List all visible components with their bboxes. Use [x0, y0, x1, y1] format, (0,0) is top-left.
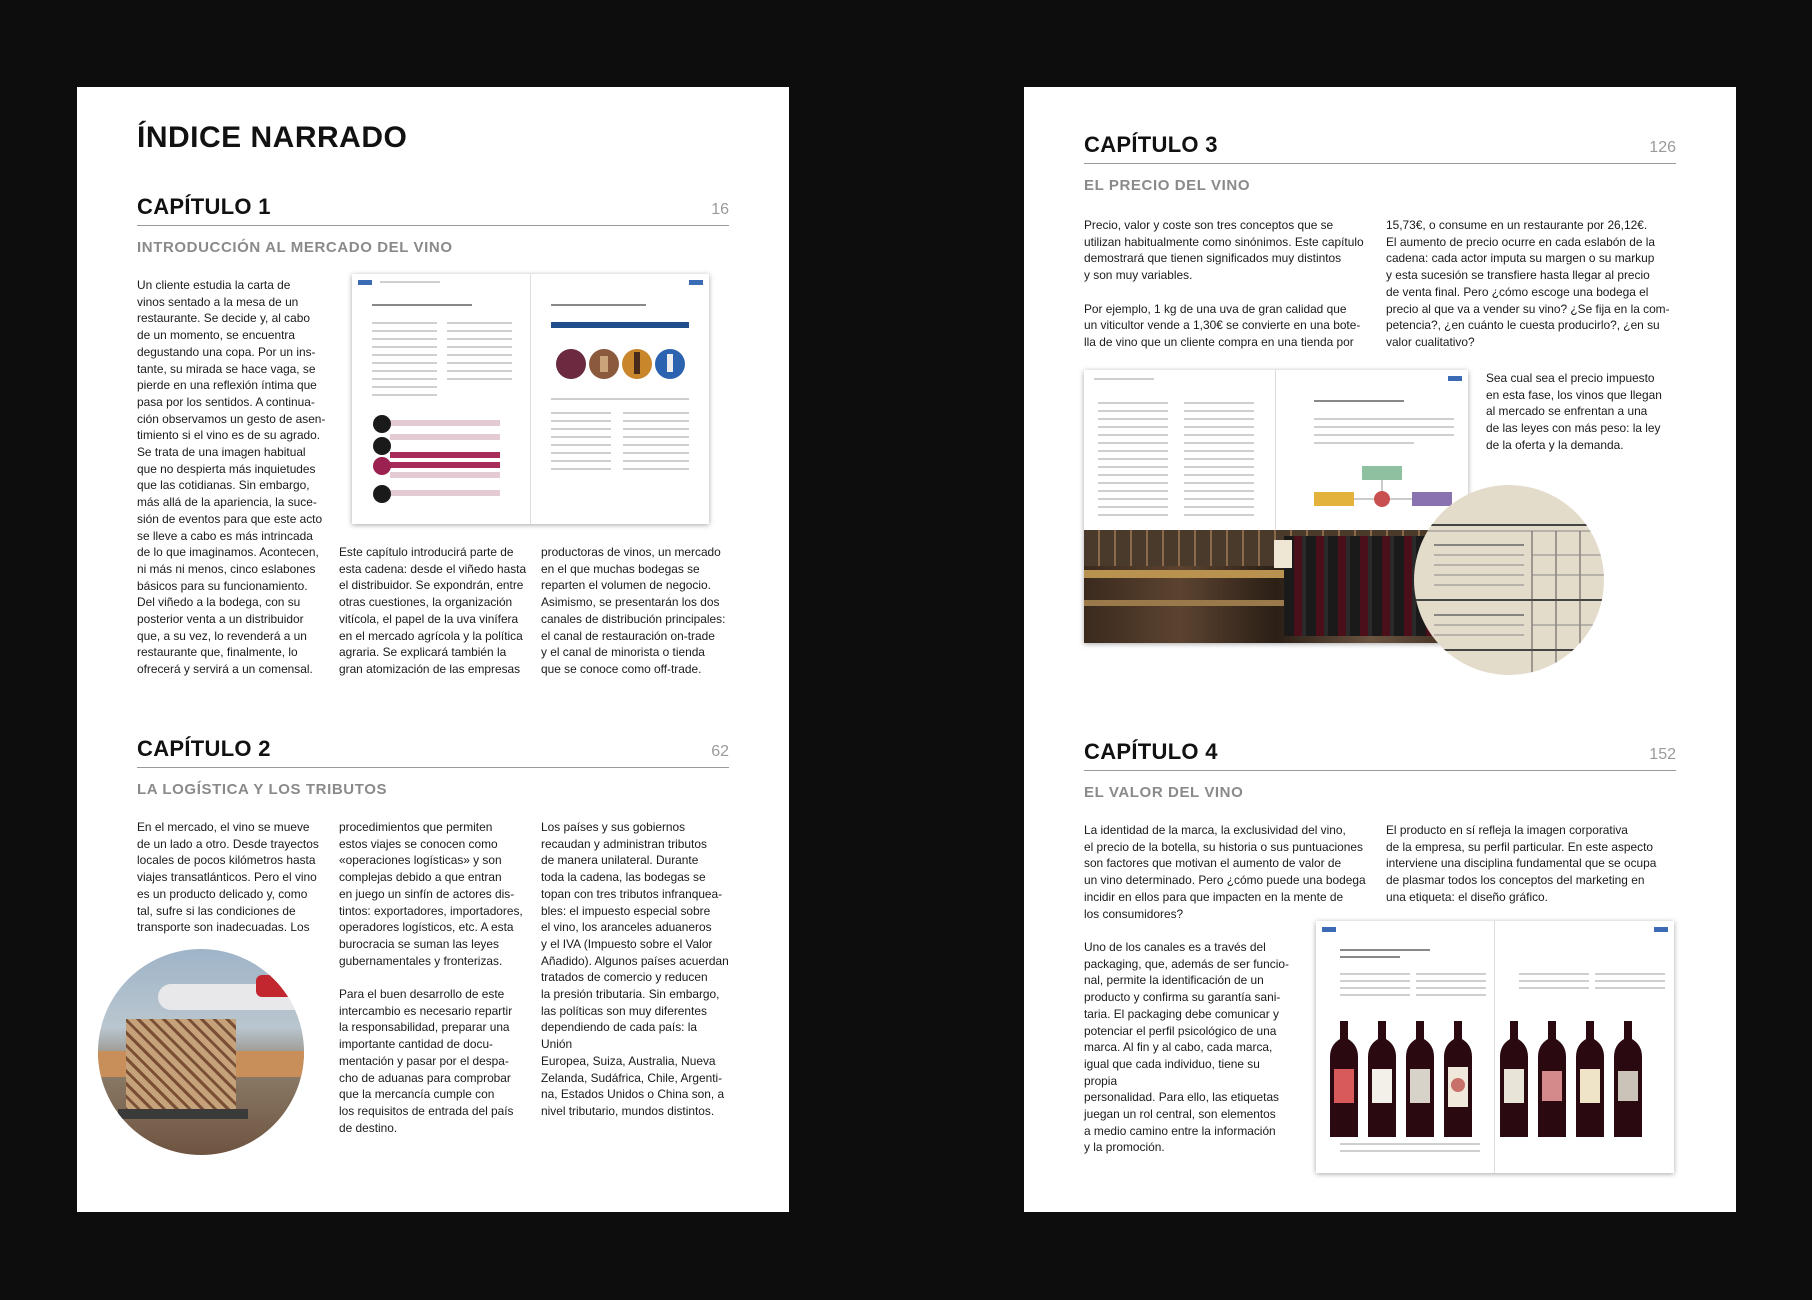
chapter-3-text-col3: Sea cual sea el precio impuesto en esta fase, los vinos que llegan al mercado se enfrentan a una de las leyes con más peso: la ley de la oferta y la demanda. [1486, 371, 1662, 452]
thumb-wine-icons [551, 334, 691, 394]
chapter-4-header [1084, 730, 1676, 771]
thumb-price-flow-diagram [1312, 462, 1462, 522]
chapter-3-spread-thumbnail [1084, 370, 1468, 643]
chapter-1-subtitle: INTRODUCCIÓN AL MERCADO DEL VINO [137, 239, 453, 256]
right-page [1024, 87, 1736, 1212]
chapter-3-text-col1: Precio, valor y coste son tres conceptos que se utilizan habitualmente como sinónimos. Este capítulo demostrará que tienen significados muy distintos y son muy variables. Por ejemplo, 1 kg de una uva de gran calidad que un viticultor vende a 1,30€ se convierte en una bote- lla de vino que un cliente compra en una tienda por [1084, 218, 1364, 349]
wine-shop-photo [1084, 530, 1468, 643]
chapter-1-title: CAPÍTULO 1 [137, 194, 271, 219]
page-title: ÍNDICE NARRADO [137, 121, 408, 154]
thumb-left-page [352, 274, 531, 524]
chapter-2-text-col1: En el mercado, el vino se mueve de un lado a otro. Desde trayectos locales de pocos kilómetros hasta viajes transatlánticos. Pero el vino es un producto delicado y, como tal, sufre si las condiciones de transporte son inadecuadas. Los [137, 820, 319, 935]
thumb-right-page [1275, 370, 1468, 530]
chapter-3-text-col2: 15,73€, o consume en un restaurante por 26,12€. El aumento de precio ocurre en cada eslabón de la cadena: cada actor imputa su margen o su markup y esta sucesión se transfiere hasta llegar al precio de venta final. Pero ¿cómo escoge una bodega el precio al que va a vender su vino? ¿Se fija en la com- petencia?, ¿en cuánto le cuesta producirlo?, ¿en su valor cualitativo? [1386, 218, 1670, 349]
chapter-2-title: CAPÍTULO 2 [137, 736, 271, 761]
thumb-left-page [1084, 370, 1276, 530]
chapter-4-text-col1a: La identidad de la marca, la exclusividad del vino, el precio de la botella, su historia o sus puntuaciones son factores que motivan el aumento de valor de un vino determinado. Pero ¿cómo puede una bodega incidir en ellos para que impacten en la mente de los consumidores? [1084, 823, 1366, 921]
chapter-2-text-col3: Los países y sus gobiernos recaudan y administran tributos de manera unilateral. Durante toda la cadena, las bodegas se topan con tres tributos infranquea- bles: el impuesto especial sobre el vino, los aranceles aduaneros y el IVA (Impuesto sobre el Valor Añadido). Algunos países acuerdan tratados de comercio y reducen la presión tributaria. Sin embargo, las políticas son muy diferentes dependiendo de cada país: la Unión Europea, Suiza, Australia, Nueva Zelanda, Sudáfrica, Chile, Argenti- na, Estados Unidos o China son, a nivel tributario, mundos distintos. [541, 820, 729, 1118]
chapter-3-page-number: 126 [1649, 139, 1676, 156]
chapter-1-spread-thumbnail [352, 274, 709, 524]
chapter-1-text-col3: productoras de vinos, un mercado en el que muchas bodegas se reparten el volumen de negocio. Asimismo, se presentarán los dos canales de distribución principales: el canal de restauración on-trade y el canal de minorista o tienda que se conoce como off-trade. [541, 545, 726, 676]
chapter-4-page-number: 152 [1649, 746, 1676, 763]
chapter-2-header [137, 727, 729, 768]
left-page [77, 87, 789, 1212]
chapter-4-text-col1b: Uno de los canales es a través del packaging, que, además de ser funcio- nal, permite la identificación de un producto y confirma su garantía sani- taria. El packaging debe comunicar y potenciar el perfil psicológico de una marca. Al fin y al cabo, cada marca, igual que cada individuo, tiene su propia personalidad. Para ello, las etiquetas juegan un rol central, son elementos a medio camino entre la información y la promoción. [1084, 940, 1289, 1155]
chapter-4-text-col2: El producto en sí refleja la imagen corporativa de la empresa, su perfil particular. En este aspecto interviene una disciplina fundamental que se ocupa de plasmar todos los conceptos del marketing en una etiqueta: el diseño gráfico. [1386, 823, 1657, 904]
chapter-2-text-col2: procedimientos que permiten estos viajes se conocen como «operaciones logísticas» y son complejas debido a que entran en juego un sinfín de actores dis- tintos: exportadores, importadores, operadores logísticos, etc. A esta burocracia se suman las leyes gubernamentales y fronterizas. Para el buen desarrollo de este intercambio es necesario repartir la responsabilidad, preparar una importante cantidad de docu- mentación y pasar por el despa- cho de aduanas para comprobar que la mercancía cumple con los requisitos de entrada del país de destino. [339, 820, 523, 1135]
old-price-list-photo [1414, 485, 1604, 675]
thumb-right-page [530, 274, 710, 524]
chapter-1-text-col2: Este capítulo introducirá parte de esta cadena: desde el viñedo hasta el distribuidor. Se expondrán, entre otras cuestiones, la organización vitícola, el papel de la uva vinífera en el mercado agrícola y la política agraria. Se explicará también la gran atomización de las empresas [339, 545, 527, 676]
chapter-3-subtitle: EL PRECIO DEL VINO [1084, 177, 1251, 194]
chapter-4-title: CAPÍTULO 4 [1084, 739, 1218, 764]
cargo-airplane-photo [98, 949, 304, 1155]
chapter-3-header [1084, 123, 1676, 164]
wine-bottles-row [1316, 921, 1674, 1173]
chapter-4-subtitle: EL VALOR DEL VINO [1084, 784, 1244, 801]
chapter-1-text-col1: Un cliente estudia la carta de vinos sentado a la mesa de un restaurante. Se decide y, al cabo de un momento, se encuentra degustando una copa. Por un ins- tante, su mirada se hace vaga, se pierde en una reflexión íntima que pasa por los sentidos. A continua- ción observamos un gesto de asen- timiento si el vino es de su agrado. Se trata de una imagen habitual que no despierta más inquietudes que las cotidianas. Sin embargo, más allá de la apariencia, la suce- sión de eventos para que este acto se lleve a cabo es más intrincada de lo que imaginamos. Acontecen, ni más ni menos, cinco eslabones básicos para su funcionamiento. Del viñedo a la bodega, con su posterior venta a un distribuidor que, a su vez, lo revenderá a un restaurante que, finalmente, lo ofrecerá y servirá a un comensal. [137, 278, 326, 677]
chapter-2-subtitle: LA LOGÍSTICA Y LOS TRIBUTOS [137, 781, 388, 798]
chapter-2-page-number: 62 [711, 743, 729, 760]
chapter-1-header [137, 185, 729, 226]
thumb-chain-diagram [370, 414, 520, 514]
price-table-lines [1414, 485, 1604, 675]
chapter-4-spread-thumbnail [1316, 921, 1674, 1173]
chapter-1-page-number: 16 [711, 201, 729, 218]
chapter-3-title: CAPÍTULO 3 [1084, 132, 1218, 157]
